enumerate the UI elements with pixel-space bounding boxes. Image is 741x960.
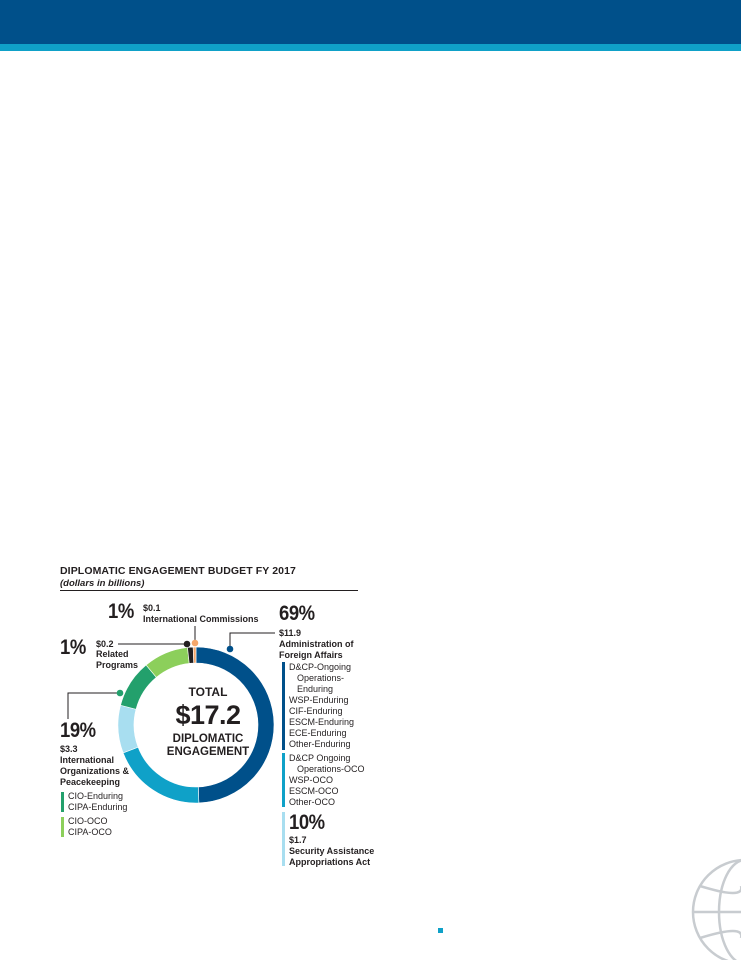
chart-subtitle: (dollars in billions) [60,578,145,589]
iop-oco-item: CIO-OCO [68,816,108,826]
iop-label-3: Peacekeeping [60,777,121,787]
leader-dot [227,646,234,653]
related-amount: $0.2 [96,639,114,649]
afa-enduring-bar [282,662,285,750]
commissions-label: International Commissions [143,614,259,624]
center-line-1: DIPLOMATIC [172,733,244,745]
afa-enduring-item: Operations- [297,673,345,683]
afa-enduring-item: Enduring [297,684,334,694]
afa-oco-item: ESCM-OCO [289,786,339,796]
afa-enduring-item: Other-Enduring [289,739,351,749]
iop-oco-bar [61,817,64,837]
leader-line [68,693,120,719]
iop-label-1: International [60,755,115,765]
iop-enduring-bar [61,792,64,812]
commissions-amount: $0.1 [143,603,161,613]
donut-slice [146,647,189,677]
afa-amount: $11.9 [279,628,302,638]
leader-dot [192,640,199,647]
leader-dot [184,641,191,648]
saaa-bar [282,812,285,866]
afa-oco-item: Other-OCO [289,797,336,807]
afa-percent: 69% [279,602,315,625]
afa-label-2: Foreign Affairs [279,650,343,660]
iop-amount: $3.3 [60,744,78,754]
donut-slice [121,665,157,709]
iop-percent: 19% [60,719,96,742]
related-label-1: Related [96,649,129,659]
page-marker [438,928,443,933]
center-total-label: TOTAL [188,685,228,699]
center-line-2: ENGAGEMENT [166,746,250,758]
saaa-label-2: Appropriations Act [289,857,371,867]
afa-label-1: Administration of [279,639,354,649]
leader-line [230,633,275,649]
afa-oco-item: Operations-OCO [297,764,365,774]
afa-enduring-item: ESCM-Enduring [289,717,355,727]
afa-enduring-item: ECE-Enduring [289,728,347,738]
afa-oco-item: D&CP Ongoing [289,753,351,763]
related-label-2: Programs [96,660,139,670]
saaa-amount: $1.7 [289,835,307,845]
leader-dot [117,690,124,697]
afa-enduring-item: WSP-Enduring [289,695,349,705]
donut-slice [118,705,138,753]
afa-enduring-item: CIF-Enduring [289,706,343,716]
chart-title: DIPLOMATIC ENGAGEMENT BUDGET FY 2017 [60,565,296,577]
center-total-value: $17.2 [175,700,241,730]
iop-oco-item: CIPA-OCO [68,827,112,837]
iop-enduring-item: CIPA-Enduring [68,802,128,812]
saaa-label-1: Security Assistance [289,846,375,856]
iop-label-2: Organizations & [60,766,130,776]
commissions-percent: 1% [108,600,134,623]
iop-enduring-item: CIO-Enduring [68,791,124,801]
center-category-label [150,733,266,759]
afa-oco-bar [282,753,285,807]
donut-slice [193,647,196,663]
saaa-percent: 10% [289,811,325,834]
afa-oco-item: WSP-OCO [289,775,333,785]
afa-enduring-item: D&CP-Ongoing [289,662,352,672]
related-percent: 1% [60,636,86,659]
